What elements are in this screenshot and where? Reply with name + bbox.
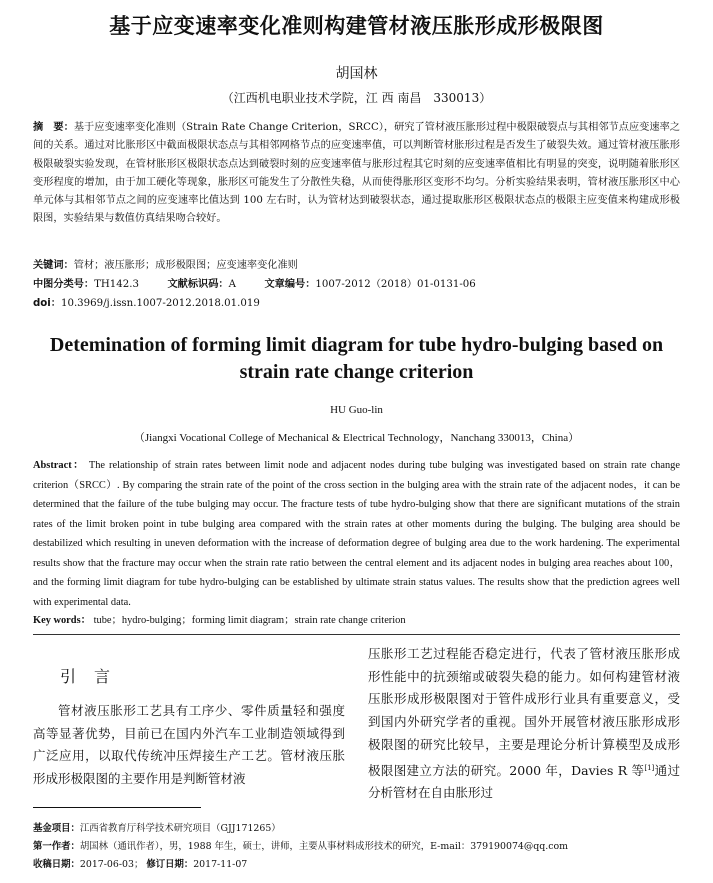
english-keywords xyxy=(33,611,680,626)
chinese-abstract xyxy=(33,119,680,229)
funding-label: 基金项目： xyxy=(33,823,80,834)
dates-footnote xyxy=(33,856,680,870)
chinese-abstract-label: 摘 要： xyxy=(33,122,74,133)
first-author-footnote xyxy=(33,838,680,852)
chinese-keywords-label: 关键词： xyxy=(33,260,74,271)
chinese-keywords-text: 管材；液压胀形；成形极限图；应变速率变化准则 xyxy=(73,260,298,271)
chinese-title: 基于应变速率变化准则构建管材液压胀形成形极限图 xyxy=(109,14,604,38)
classification-line xyxy=(33,275,680,290)
english-abstract-label: Abstract： xyxy=(33,460,85,471)
chinese-author: 胡国林 xyxy=(335,66,378,82)
first-author-label: 第一作者： xyxy=(33,841,80,852)
doc-code-value: A xyxy=(228,279,236,290)
english-title: Detemination of forming limit diagram for tube hydro-bulging based on strain rate change criterion xyxy=(49,334,664,383)
first-author-text: 胡国林（通讯作者），男，1988 年生，硕士，讲师，主要从事材料成形技术的研究，E-mail：379190074@qq.com xyxy=(79,841,569,852)
clc-value: TH142.3 xyxy=(94,279,139,290)
chinese-affiliation: （江西机电职业技术学院，江 西 南昌 330013） xyxy=(221,91,492,105)
article-number-label: 文章编号： xyxy=(264,279,316,290)
english-abstract-text: The relationship of strain rates between limit node and adjacent nodes during tube bulging was investigated based on strain rate change criterion（SRCC）. By comparing the strain rate of the point of the cross section in the bulging area with the strain rate of the adjacent nodes，it can be determined that the failure of the tube bulging may occur. The fracture tests of tube hydro-bulging show that there are significant mutations of the strain rates of the limit broken point in tube bulging area compared with the strain rates at other moments during the bulging. The bulging area should be destabilized which resulting in uneven deformation with the increase of deformation degree of bulging area due to the work hardening. The experimental results show that the fracture may occur when the strain rate ratio between the central element and its adjacent nodes in bulging area reaches about 100，and the forming limit diagram for tube hydro-bulging can be established by ultimate strain status values. The results show that the prediction agrees well with experimental data. xyxy=(33,460,680,608)
funding-footnote xyxy=(33,820,680,834)
received-date-label: 收稿日期： xyxy=(33,859,80,870)
english-author: HU Guo-lin xyxy=(330,404,383,416)
citation-ref[interactable]: [1] xyxy=(644,763,655,772)
english-keywords-label: Key words： xyxy=(33,615,92,626)
received-date-value: 2017-06-03； xyxy=(79,859,144,870)
doi-label: doi： xyxy=(33,298,61,309)
doi-line xyxy=(33,294,680,309)
section-divider xyxy=(33,634,680,635)
doi-value: 10.3969/j.issn.1007-2012.2018.01.019 xyxy=(60,298,260,309)
introduction-heading: 引言 xyxy=(60,667,129,686)
revised-date-label: 修订日期： xyxy=(146,859,194,870)
chinese-keywords xyxy=(33,256,680,271)
introduction-left-column: 管材液压胀形工艺具有工序少、零件质量轻和强度高等显著优势，目前已在国内外汽车工业制造领域得到广泛应用，以取代传统冲压焊接生产工艺。管材液压胀形成形极限图的主要作用是判断管材液 xyxy=(33,703,345,787)
doc-code-label: 文献标识码： xyxy=(167,279,229,290)
introduction-right-text: 压胀形工艺过程能否稳定进行，代表了管材液压胀形成形性能中的抗颈缩或破裂失稳的能力。如何构建管材液压胀形成形极限图对于管件成形行业具有重要意义，受到国内外研究学者的重视。国外开展管材液压胀形成形极限图的研究比较早，主要是理论分析计算模型及成形极限图建立方法的研究。2000 年，Davies R 等 xyxy=(368,646,680,778)
english-affiliation: （Jiangxi Vocational College of Mechanical & Electrical Technology，Nanchang 330013，China） xyxy=(133,432,580,444)
introduction-right-text-end: 通过分析管材在自由胀形过 xyxy=(368,762,680,801)
funding-text: 江西省教育厅科学技术研究项目（GJJ171265） xyxy=(79,823,281,834)
chinese-abstract-text: 基于应变速率变化准则（Strain Rate Change Criterion，SRCC），研究了管材液压胀形过程中极限破裂点与其相邻节点应变速率之间的关系。通过对比胀形区中截面极限状态点与其相邻网格节点的应变速率值，可以判断管材胀形过程是否发生了破裂失效。通过管材液压胀形极限破裂实验发现，在管材胀形区极限状态点达到破裂时刻的应变速率值与胀形过程其它时刻的应变速率值相比有明显的突变，说明随着胀形区变形程度的增加，由于加工硬化等现象，胀形区可能发生了分散性失稳，从而使得胀形区变形不均匀。分析实验结果表明，管材液压胀形区中心单元体与其相邻节点之间的应变速率比值达到 100 左右时，认为管材达到破裂状态，通过提取胀形区极限状态点的极限主应变值来构建成形极限图，实验结果与数值仿真结果吻合较好。 xyxy=(33,122,680,225)
footnote-rule xyxy=(33,807,201,808)
revised-date-value: 2017-11-07 xyxy=(193,859,248,870)
english-abstract xyxy=(33,456,680,612)
introduction-right-column xyxy=(368,643,680,805)
clc-label: 中图分类号： xyxy=(33,279,95,290)
article-number-value: 1007-2012（2018）01-0131-06 xyxy=(315,279,476,290)
english-keywords-text: tube；hydro-bulging；forming limit diagram；strain rate change criterion xyxy=(93,615,406,626)
